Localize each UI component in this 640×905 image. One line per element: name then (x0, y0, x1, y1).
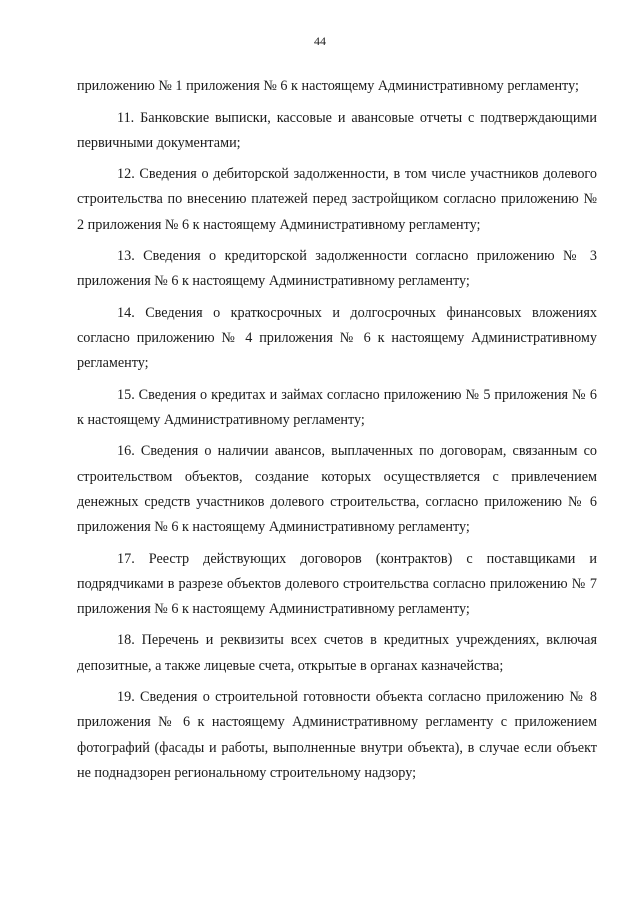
paragraph-continuation: приложению № 1 приложения № 6 к настоящему Административному регламенту; (77, 78, 579, 94)
document-body (77, 74, 597, 792)
paragraph-item-16: 16. Сведения о наличии авансов, выплаченных по договорам, связанным со строительством объектов, создание которых осуществляется с привлечением денежных средств участников долевого строительства, согласно приложению № 6 приложения № 6 к настоящему Административному регламенту; (77, 443, 597, 536)
paragraph-item-14: 14. Сведения о краткосрочных и долгосрочных финансовых вложениях согласно приложению № 4 приложения № 6 к настоящему Административному регламенту; (77, 304, 597, 372)
paragraph-item-12: 12. Сведения о дебиторской задолженности, в том числе участников долевого строительства по внесению платежей перед застройщиком согласно приложению № 2 приложения № 6 к настоящему Административному регламенту; (77, 166, 597, 233)
page-number: 44 (314, 34, 326, 48)
paragraph-item-18: 18. Перечень и реквизиты всех счетов в кредитных учреждениях, включая депозитные, а также лицевые счета, открытые в органах казначейства; (77, 632, 597, 674)
paragraph-item-13: 13. Сведения о кредиторской задолженности согласно приложению № 3 приложения № 6 к настоящему Административному регламенту; (77, 248, 597, 290)
paragraph-item-19: 19. Сведения о строительной готовности объекта согласно приложению № 8 приложения № 6 к настоящему Административному регламенту с приложением фотографий (фасады и работы, выполненные внутри объекта), в случае если объект не поднадзорен региональному строительному надзору; (77, 689, 597, 781)
paragraph-item-11: 11. Банковские выписки, кассовые и авансовые отчеты с подтверждающими первичными документами; (77, 109, 597, 151)
paragraph-item-15: 15. Сведения о кредитах и займах согласно приложению № 5 приложения № 6 к настоящему Административному регламенту; (77, 386, 597, 428)
paragraph-item-17: 17. Реестр действующих договоров (контрактов) с поставщиками и подрядчиками в разрезе объектов долевого строительства согласно приложению № 7 приложения № 6 к настоящему Административному регламенту; (77, 550, 597, 617)
